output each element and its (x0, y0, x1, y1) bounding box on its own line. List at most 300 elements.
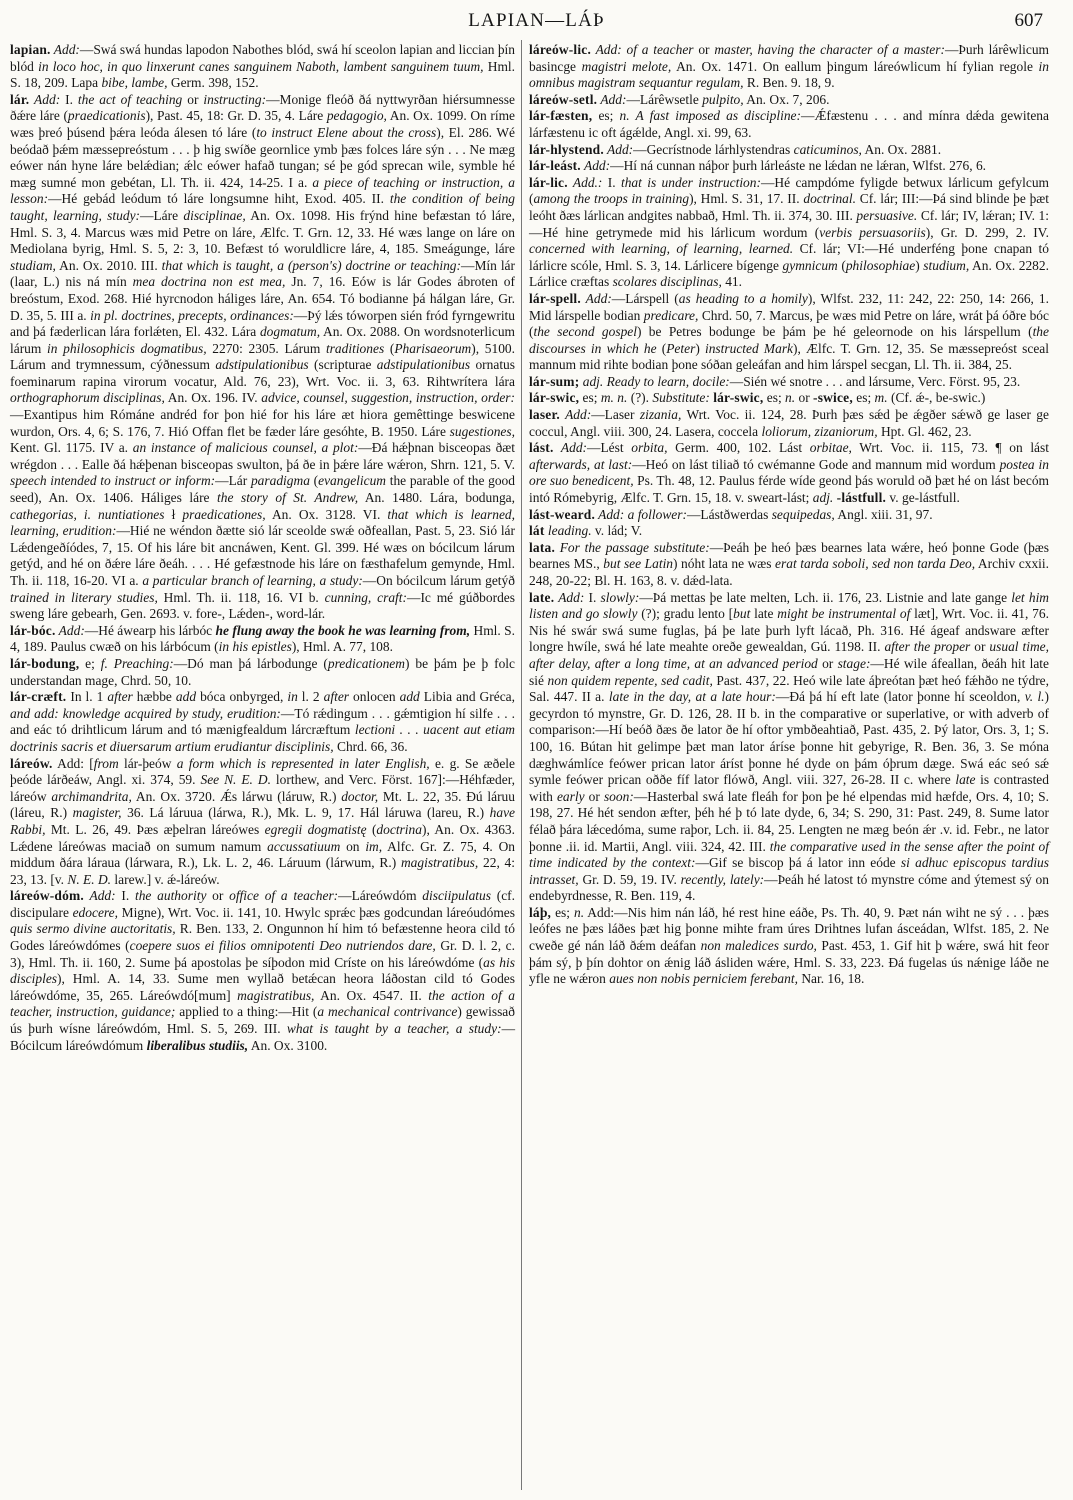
entry-text: III. (836, 207, 857, 223)
entry-text: Ps. Th. 48, 12. Paulus férde wíde geond þás woruld oð þæt hé on lást becóm intó Rómebyrig, Ælfc. T. Grn. 15, 18. v. sweart-lást; (529, 473, 1049, 506)
entry-italic-text: pedagogio, (326, 108, 387, 124)
entry-text: Mt. L. 22, 35. Ðú láruu (láreu, R.) (10, 788, 515, 821)
entry-text: ) be Petres bodunge be þám þe hé geleornode on his lárspellum ( (636, 324, 1033, 340)
entry-text: ), An. Ox. 4363. Lǽdene láreówas maciað on sumum namum (10, 821, 515, 854)
entry-text: ł (164, 506, 183, 522)
entry-text: I. (602, 174, 621, 190)
entry-text: larew.] v. ǽ-láreów. (111, 871, 220, 887)
entry-italic-text: Add: (580, 290, 612, 306)
entry-italic-text: to instruct Elene about the cross (256, 124, 437, 140)
entry-text: applied to a thing:—Hit ( (175, 1004, 318, 1020)
entry-text: ), Past. 45, 18: Gr. D. 35, 4. Láre (145, 108, 327, 124)
entry-italic-text: cathegorias, i. nuntiationes (10, 506, 165, 522)
entry-italic-text: in pl. doctrines, precepts, ordinances: (90, 307, 294, 323)
entry-italic-text: gymnicum (782, 257, 838, 273)
entry-italic-text: scolares disciplinas, (612, 274, 722, 290)
entry-text: VI a. (111, 573, 143, 588)
entry-text: es; (852, 390, 875, 406)
entry-italic-text: instructed Mark (704, 340, 794, 356)
entry-text: ( (309, 473, 319, 489)
entry-italic-text: doctrina (376, 821, 422, 837)
entry-italic-text: Add: (597, 91, 627, 107)
entry-italic-text: after (107, 689, 133, 705)
entry-italic-text: the discourses in which he (529, 324, 1049, 356)
entry-italic-text: praedicationes, (182, 506, 266, 522)
entry-text: —Lár (215, 473, 251, 489)
entry-text: v. lád; V. (591, 523, 643, 539)
entry-text: lorthew, and Verc. Först. 167]:—Héhfæder, láreów (10, 772, 516, 804)
entry-text: —Þý lǽs tóworpen sién fród fyrngewritu and þá fæderlican lára forlǽten, El. 432. Lára (10, 307, 515, 340)
entry-text: Cf. lár; IV, lǽran; IV. 1:—Hé hine getrymede mid his lárlicum wordum ( (529, 207, 1049, 240)
entry-text: Hml. S. 18, 209. Lapa (10, 58, 516, 91)
entry-text: —Laser (591, 407, 640, 423)
entry-headword: laser. (529, 407, 560, 423)
entry-text: IV. (241, 390, 262, 406)
entry-italic-text: Add: (554, 589, 585, 605)
entry-headword: -swice, (813, 390, 853, 406)
entry-italic-text: in omnibus magistram sequantur regulam, (529, 58, 1049, 91)
entry-italic-text: let him listen and go slowly (529, 589, 1050, 622)
entry-italic-text: Add: (83, 888, 116, 904)
entry-text: Gr. D. l. 2, c. 3), Hml. Th. ii. 160, 2. Sume þá apostolas þe síþodon mid Críste on his láreówdóme ( (10, 938, 516, 970)
entry-italic-text: evangelicum (318, 473, 387, 489)
entry-text: v. ge-lástfull. (886, 490, 960, 506)
entry-text: læt], Wrt. Voc. ii. 41, 76. Nis hé swár swá sume fuglas, þá þe late þurh lyft lácað, Ph. 316. Hé ágeaf andsware æfter longre hwíle, swá hé late meahte oreðe gewealdan, Gú. 1198. (529, 606, 1049, 655)
entry-text: —Hasterbal swá late fleáh for þon þe hé elpendas mid hæfde, Ors. 4, 10; S. 198, 27. Hé hét sendon æfter, þéh hé þ tó late dyde, 6, 34; S. 290, 31: Past. 249, 8. Sume lator félað þára lǽcedóma, sume raþor, Lch. ii. 84, 25. Lengten ne mæg beón ǽr .v. id. Febr., ne lator þonne .ii. id. Martii, Angl. viii. 324, 42. (529, 788, 1050, 854)
entry-italic-text: the act of teaching (77, 91, 183, 107)
entry-headword: láreów-dóm. (10, 888, 84, 904)
entry-italic-text: philosophiae (845, 257, 916, 273)
entry-text: Wrt. Voc. ii. 115, 73. ¶ on lást (851, 440, 1049, 456)
entry-text: Nar. 16, 18. (797, 971, 865, 987)
dictionary-entry (10, 756, 515, 889)
entry-italic-text: predicationem (327, 655, 405, 671)
entry-text: (cf. discipulare (10, 888, 515, 920)
entry-italic-text: orbita, (631, 440, 668, 456)
entry-italic-text: late (955, 772, 976, 788)
entry-text: Archiv cxxii. 248, 20-22; Bl. H. 163, 8. v. dǽd-lata. (529, 556, 1050, 588)
entry-italic-text: add (175, 689, 197, 705)
dictionary-entry (529, 523, 1049, 540)
entry-italic-text: add (399, 689, 420, 705)
dictionary-entry (529, 175, 1049, 291)
entry-text: 36. Lá láruua (lárwa, R.), Mk. L. 9, 17. Hál láruwa (lareu, R.) (121, 805, 490, 821)
entry-text: on (340, 838, 366, 854)
dictionary-entry (10, 623, 515, 656)
dictionary-entry (529, 374, 1049, 391)
entry-italic-text: erat tarda soboli, sed non tarda Deo, (775, 556, 976, 572)
entry-italic-text: the comparative used in the sense after the point of time indicated by the context: (529, 838, 1049, 871)
entry-italic-text: Add.: (567, 174, 603, 190)
entry-text: An. Ox. 2881. (861, 141, 942, 157)
entry-italic-text: Add: (559, 407, 592, 423)
entry-italic-text: magistri melote, (581, 58, 672, 74)
entry-headword: lata. (529, 539, 556, 555)
entry-italic-text: See N. E. D. (200, 772, 271, 788)
entry-text: II b. (736, 705, 765, 721)
entry-text: —Swá swá hundas lapodon Nabothes blód, swá hí sceolon lapian and liccian þín blód (10, 42, 515, 74)
entry-text: II c. (890, 772, 918, 788)
entry-italic-text: coepere suos ei filios omnipotenti Deo nutriendos dare, (129, 938, 436, 954)
entry-italic-text: cunning, craft: (324, 589, 407, 605)
entry-italic-text: edocere, (72, 904, 118, 920)
entry-italic-text: the authority (134, 888, 207, 904)
dictionary-entry (10, 888, 515, 1054)
dictionary-entry (529, 590, 1049, 905)
entry-text: —Ǽfæstenu . . . and mínra dǽda gewitena lárfæstenu ic oft ágǽlde, Angl. xi. 99, 63. (529, 108, 1049, 140)
entry-italic-text: office of a teacher: (229, 888, 339, 904)
entry-italic-text: from (93, 755, 119, 771)
entry-text: —Tó rǽdingum . . . gǽmtigion hí silfe . . . and eác tó drihtlicum lárum and tó mænigfealdum lárcræftum (10, 705, 515, 738)
entry-italic-text: late in the day, at a late hour: (608, 689, 776, 705)
entry-text: 2270: 2305. Lárum (206, 340, 326, 356)
entry-italic-text: n. (785, 390, 796, 406)
dictionary-entry (529, 42, 1049, 92)
entry-italic-text: verbis persuasoriis (819, 224, 926, 240)
entry-italic-text: persuasive. (856, 207, 918, 223)
entry-italic-text: doctrinal. (803, 191, 856, 207)
entry-text: Gr. D. 59, 19. (578, 871, 662, 887)
entry-text: II. (409, 987, 429, 1003)
entry-text: ), Gr. D. 299, 2. (925, 224, 1034, 240)
entry-text: —Lástðwerdas (686, 506, 772, 522)
entry-italic-text: magistratibus, (237, 987, 315, 1003)
entry-text: ) nóht lata ne wæs (673, 556, 776, 572)
page-header (0, 10, 1073, 34)
entry-italic-text: si adhuc episcopus tardius intrasset, (529, 855, 1050, 887)
entry-italic-text: N. E. D. (67, 871, 112, 887)
entry-text: Migne), Wrt. Voc. ii. 141, 10. Hwylc sprǽc þæs godcundan láreóudómes (117, 904, 515, 920)
entry-headword: lár-spell. (529, 290, 581, 306)
entry-headword: lár-swic, (713, 390, 764, 406)
entry-text: I. (60, 91, 78, 107)
entry-text: or (182, 91, 204, 107)
entry-italic-text: stage: (837, 655, 871, 671)
entry-text: IV. (661, 871, 681, 887)
entry-italic-text: soon: (603, 788, 634, 804)
entry-headword: lár-cræft. (10, 689, 67, 705)
dictionary-entry (529, 92, 1049, 109)
entry-text: IV. (1033, 224, 1049, 240)
entry-italic-text: what is taught by a teacher, a study: (286, 1021, 502, 1037)
entry-italic-text: adstipulationibus (376, 357, 471, 373)
entry-italic-text: m. n. (600, 390, 628, 406)
dictionary-entry (529, 142, 1049, 159)
entry-text: ) (695, 340, 705, 356)
entry-text: Add:—Nis him nán láð, hé rest hine eáðe, Ps. Th. 40, 9. Þæt nán wiht ne sý . . . þæs leófes ne þæs láðes þæt hig þonne mihte fram úres Drihtnes lufan ásceádan, Wlfst. 185, 2. Ne cweðe gé nán láð ðǽm deáfan (529, 904, 1049, 954)
entry-text: III. (749, 838, 770, 854)
entry-italic-text: that which is taught, a (person's) doctrine or teaching: (161, 257, 461, 273)
entry-italic-text: magister, (72, 805, 122, 821)
entry-text: ) gecyrdon tó mynstre, Gr. D. 126, 28. (529, 689, 1050, 721)
entry-italic-text: sugestiones, (449, 423, 515, 439)
entry-italic-text: v. l. (1024, 689, 1045, 705)
entry-text: —Mín lár (laar, L.) nis ná mín (10, 257, 515, 290)
entry-headword: láreów. (10, 755, 53, 771)
entry-italic-text: predicare, (643, 307, 699, 323)
entry-italic-text: recently, lately: (680, 871, 765, 887)
dictionary-entry (529, 108, 1049, 141)
entry-italic-text: non maledices surdo, (700, 938, 817, 954)
entry-italic-text: non quidem repente, sed cadit, (547, 672, 713, 688)
entry-text: —Þá mettas þe late melten, Lch. ii. 176, 23. Listnie and late gange (639, 589, 1012, 605)
entry-text: in the comparative or superlative, or with adverb of comparison:—Hí beóð ðæs ðe lator ðe hí oftor ymbðeahtiað, Past. 435, 2. Þý lator, Ors. 3, 1; S. 100, 16. Bútan hit gelimpe þæt man lator áríse þonne hit gebyrige, R. Ben. 36, 3. Se móna dæghwámlíce feówer prican lator áríst þonne hé dyde on þám óþrum dæge. Swá eác seó sǽ symle feówer prican oððe fíf lator flówð, Angl. viii. 327, 26-28. (529, 705, 1050, 788)
entry-text: —Hé campdóme fyligde betwux lárlicum gefylcum ( (529, 174, 1049, 207)
entry-text: 22, 4: 23, 13. [v. (10, 855, 516, 887)
entry-italic-text: adj. (812, 490, 834, 506)
right-column (529, 42, 1049, 988)
entry-text: II. (371, 191, 390, 207)
entry-italic-text: among the troops in training (533, 191, 690, 207)
entry-text: or (795, 390, 814, 406)
entry-italic-text: loliorum, zizaniorum, (761, 423, 878, 439)
entry-italic-text: n. A fast imposed as discipline: (619, 108, 801, 124)
dictionary-entry (529, 158, 1049, 175)
entry-text: Past. 453, 1. Gif hit þ wǽre, swá hit feor þám sý, þ þín dohtor on ǽnig láð ásliden wǽre, Hml. S. 33, 223. Ðá fugelas ús nǽnige láðe ne yfle ne wǽron (529, 938, 1049, 987)
entry-italic-text: praedicationis (67, 108, 146, 124)
entry-text: es; (551, 904, 574, 920)
entry-headword: lár-hlystend. (529, 141, 604, 157)
entry-italic-text: Peter (666, 340, 696, 356)
entry-text: I. (115, 888, 135, 904)
entry-text: —Gecrístnode lárhlystendras (633, 141, 794, 157)
entry-text: or (817, 655, 838, 671)
entry-text: An. Ox. 3720. Ǽs lárwu (láruw, R.) (131, 788, 342, 804)
entry-text: Libia and Gréca, (419, 689, 515, 705)
entry-headword: lár-bodung, (10, 655, 80, 671)
entry-headword: lár-swic, (529, 390, 580, 406)
entry-text: Cf. lár; III:—Þá sind blinde þe þæt leóht ðæs lárlican andgites nabbað, Hml. Th. ii. 374, 30. (529, 191, 1049, 223)
entry-text: II a. (581, 689, 609, 705)
entry-text: Angl. xiii. 31, 97. (834, 506, 933, 522)
entry-text: e. g. Se æðele þeóde lárðeáw, Angl. xi. 374, 59. (10, 755, 516, 788)
entry-text: ), Ælfc. T. Grn. 12, 35. Se mæssepreóst sceal mannum mid rihte bodian þone sóðan geleáfan and him lárspel secgan, Ll. Th. ii. 384, 25. (529, 340, 1049, 373)
entry-text: ), Hml. S. 31, 17. (689, 191, 788, 207)
entry-text: bóca onbyrged, (196, 689, 288, 705)
entry-text: ) gewissað ús þurh wísne láreówdóm, Hml. S. 5, 269. (10, 1004, 515, 1037)
entry-italic-text: quis sermo divine auctoritatis, (10, 921, 176, 937)
entry-headword: lát (529, 523, 545, 539)
entry-italic-text: studiam, (10, 257, 56, 273)
entry-text: An. Ox. 4547. (314, 987, 410, 1003)
entry-italic-text: zizania, (639, 407, 682, 423)
entry-italic-text: Add: (580, 158, 611, 174)
entry-text: —Dó man þá lárbodunge ( (173, 655, 328, 671)
dictionary-entry (10, 42, 515, 92)
entry-text: where (917, 772, 956, 788)
entry-italic-text: a particular branch of learning, a study: (142, 573, 363, 588)
entry-italic-text: bibe, lambe, (101, 75, 168, 91)
entry-text: Cf. lár; VI:—Hé underféng þone cnapan tó lárlicre scóle, Hml. S. 3, 14. Lárlicere bígenge (529, 241, 1049, 273)
entry-italic-text: f. Preaching: (100, 655, 174, 671)
entry-text: ), 5100. Lárum and trymnessum, cýðnessum (10, 340, 515, 373)
entry-text: Kent. Gl. 1175. (10, 440, 101, 456)
entry-text: hæbbe (132, 689, 176, 705)
entry-text: III a. (60, 307, 91, 323)
entry-headword: lást. (529, 440, 554, 456)
entry-text: Jn. 7, 16. Eów is lár Godes ábroten of breóstum, Exod. 268. Hié hyrcnodon háliges láre, An. 654. Tó bodianne þá hálgan láre, Gr. D. 35, 5. (10, 274, 515, 323)
entry-italic-text: in philosophicis dogmatibus, (47, 340, 207, 356)
entry-italic-text: Add: (553, 440, 588, 456)
entry-text: Past. 437, 22. Heó wile late áþreótan þæt heó fǽhðo ne týdre, Sal. 447. (529, 672, 1049, 705)
entry-text: Hml. S. 4, 189. Paulus cwæð on his lárbócum ( (10, 622, 515, 655)
entry-text: An. Ox. 2282. Lárlice cræftas (529, 257, 1049, 290)
entry-italic-text: that which is learned, learning, erudition: (10, 506, 515, 539)
entry-italic-text: early (556, 788, 585, 804)
entry-text: Germ. 398, 152. (167, 75, 259, 91)
entry-italic-text: Pharisaeorum (394, 340, 472, 356)
entry-headword: láreów-lic. (529, 42, 592, 57)
entry-italic-text: accussatiuum (267, 838, 341, 854)
entry-headword: lár-leást. (529, 158, 581, 174)
entry-text: —Gif se biscop þá á lator inn eóde (695, 855, 901, 871)
entry-italic-text: doctor, (341, 788, 379, 804)
entry-italic-text: egregii dogmatistę (264, 821, 367, 837)
entry-text: or (693, 42, 715, 57)
entry-text: —Lést (587, 440, 632, 456)
dictionary-entry (10, 656, 515, 689)
entry-text: e; (79, 655, 101, 671)
entry-italic-text: speech intended to instruct or inform: (10, 473, 216, 489)
entry-italic-text: instructing: (203, 91, 267, 107)
entry-italic-text: an instance of malicious counsel, a plot: (132, 440, 359, 456)
entry-italic-text: m. (874, 390, 888, 406)
entry-bold-italic-text: liberalibus studiis, (146, 1037, 249, 1053)
entry-headword: lár. (10, 91, 30, 107)
entry-text: Add: [ (52, 755, 94, 771)
entry-text: An. 1480. Lára, bodunga, (358, 490, 515, 506)
entry-text: ), Hml. A. 77, 108. (291, 639, 393, 655)
entry-text: V. (503, 456, 515, 472)
entry-italic-text: leading. (547, 523, 592, 539)
entry-text: —Láreówdóm (338, 888, 423, 904)
entry-text: III. (263, 1021, 287, 1037)
entry-italic-text: n. (573, 904, 585, 920)
entry-italic-text: disciipulatus (422, 888, 491, 904)
entry-text: ) (915, 257, 924, 273)
entry-text: II. (787, 191, 804, 207)
entry-italic-text: might be instrumental of (777, 606, 911, 622)
entry-italic-text: For the passage substitute: (555, 539, 710, 555)
entry-italic-text: caticuminos, (793, 141, 862, 157)
entry-text: (?). (627, 390, 653, 406)
column-divider (521, 40, 522, 1490)
entry-italic-text: Add: (55, 622, 85, 638)
entry-text: Hpt. Gl. 462, 23. (877, 423, 972, 439)
entry-italic-text: the second gospel (533, 324, 637, 340)
entry-text: ( (384, 340, 395, 356)
entry-text: l. 2 (297, 689, 324, 705)
entry-text: An. Ox. 7, 206. (743, 91, 830, 107)
entry-text: es; (763, 390, 786, 406)
entry-text: —On bócilcum lárum getýð (362, 573, 515, 588)
entry-italic-text: Add: a follower: (595, 506, 687, 522)
running-head: LAPIAN—LÁÞ (468, 10, 605, 31)
entry-text: An. Ox. 1471. On eallum þingum láreówlicum hí fylian regole (671, 58, 1039, 74)
entry-text: ( (366, 821, 377, 837)
entry-text: Hml. Th. ii. 118, 16. (157, 589, 289, 605)
entry-text: —Þurh lárêwlicum basincge (529, 42, 1050, 74)
entry-text: —Hié ne wéndon ðætte sió lár sceolde swǽ oðfeallan, Past. 5, 23. Sió lár Lǽdengeðíódes, 7, 15. Of his láre bit ancnáwen, Kent. Gl. 399. Hé wæs on bócilcum lárum getýd, and hé on ðǽre láre ðeáh. . . . Hé gefæstnode his láre on fæsthafelum gemynde, Hml. Th. ii. 118, 16-20. (10, 523, 515, 588)
entry-text: II. (868, 639, 885, 655)
entry-text: es; (592, 108, 620, 124)
entry-italic-text: a piece of teaching or instruction, a lesson: (10, 174, 515, 207)
entry-text: lár-þeów (118, 755, 177, 771)
entry-text: (Cf. ǽ-, be-swic.) (887, 390, 986, 406)
entry-italic-text: afterwards, at last: (529, 456, 633, 472)
entry-text: An. Ox. 1098. His frýnd hine befæstan tó láre, Hml. S. 3, 4. Marcus wæs mid Petre on láre, Ælfc. T. Grn. 12, 33. Hé wæs lange on láre on Mediolana byrig, Hml. S. 5, 2: 3, 10. Befæst tó woruldlicre láre, 4, 185. Smeágunge, láre (10, 207, 515, 257)
dictionary-entry (10, 689, 515, 755)
entry-italic-text: orthographorum disciplinas, (10, 390, 165, 406)
entry-text: —Exantipus him Rómáne andréd for þon hié for his láre æt hiora gemêttinge beswicene wurdon, Ors. 4, 6; S. 176, 7. Hió Offan flet be fæder láre gesóhte, B. 1950. Láre (10, 407, 515, 439)
entry-text: —Monige fleóð ðá nyttwyrðan hiérsumnesse ðǽre láre ( (10, 91, 515, 124)
entry-text: late (750, 606, 778, 622)
entry-text: —Lárêwsetle (626, 91, 703, 107)
entry-text: Chrd. 50, 7. Marcus, þe wæs mid Petre on láre, wrát þá óðre bóc ( (529, 307, 1049, 340)
entry-italic-text: sequipedas, (771, 506, 835, 522)
entry-italic-text: but see Latin (603, 556, 674, 572)
entry-italic-text: as his disciples (10, 954, 515, 987)
entry-italic-text: Add: of a teacher (591, 42, 694, 57)
entry-italic-text: in loco hoc, in quo linxerunt canes sanguinem Naboth, lambent sanguinem tuum, (38, 58, 484, 74)
entry-italic-text: postea in ore suo benedicent, (529, 456, 1049, 489)
entry-text: (scripturae (308, 357, 377, 373)
entry-text: An. Ox. 1099. On ríme wæs þreó þúsend þǽra leóda álesen tó láre ( (10, 108, 515, 140)
entry-text: —Ðá þá hí eft late (lator þonne hí sceoldon, (775, 689, 1025, 705)
entry-text: ( (656, 340, 667, 356)
entry-italic-text: paradigma (250, 473, 310, 489)
dictionary-entry (529, 440, 1049, 506)
entry-text: In l. 1 (66, 689, 108, 705)
entry-italic-text: traditiones (325, 340, 385, 356)
entry-headword: lást-weard. (529, 506, 596, 522)
entry-italic-text: the action of a teacher, instruction, guidance; (10, 987, 515, 1020)
entry-text: or (584, 788, 604, 804)
entry-italic-text: slowly: (600, 589, 640, 605)
entry-italic-text: that is under instruction: (620, 174, 761, 190)
dictionary-entry (529, 905, 1049, 988)
entry-text: the parable of the good seed), An. Ox. 1406. Háliges láre (10, 473, 515, 506)
entry-text: 41. (721, 274, 742, 290)
entry-italic-text: studium, (923, 257, 970, 273)
entry-headword: late. (529, 589, 555, 605)
entry-italic-text: magistratibus, (400, 855, 479, 871)
entry-text: ornatus foeminarum rapina virorum vocatur, Ald. 76, 23), Wrt. Voc. ii. 3, 63. Rihtwrítera lára (10, 357, 515, 389)
entry-text: Chrd. 66, 36. (333, 738, 408, 754)
entry-italic-text: mea doctrina non est mea, (132, 274, 286, 290)
entry-headword: lár-lic. (529, 174, 568, 190)
entry-text: ( (837, 257, 846, 273)
entry-italic-text: Add: (603, 141, 634, 157)
entry-italic-text: master, having the character of a master: (714, 42, 945, 57)
entry-text: is contrasted with (529, 772, 1049, 804)
entry-text: An. Ox. 196. (164, 390, 242, 406)
entry-text: ) be þám þe þ folc understandan mage, Chrd. 50, 10. (10, 655, 515, 688)
dictionary-entry (529, 390, 1049, 407)
entry-italic-text: lectioni . . . uacent aut etiam doctrinis sacris et diuersarum artium erudiantur disciplinis, (10, 722, 515, 754)
entry-italic-text: as heading to a homily (678, 290, 808, 306)
entry-headword: lár-fæsten, (529, 108, 593, 124)
entry-headword: lapian. (10, 42, 51, 57)
entry-text: —Hé áwearp his lárbóc (84, 622, 216, 638)
entry-text: An. Ox. 3100. (248, 1037, 328, 1053)
entry-italic-text: Add: (29, 91, 61, 107)
entry-italic-text: trained in literary studies, (10, 589, 158, 605)
entry-text: III. (140, 257, 162, 273)
entry-headword: lár-sum; (529, 373, 580, 389)
entry-text: R. Ben. 133, 2. Ongunnon hí him tó befæstenne heora cild tó Godes láreówdómes ( (10, 921, 516, 954)
entry-italic-text: have Rabbi, (10, 805, 515, 837)
